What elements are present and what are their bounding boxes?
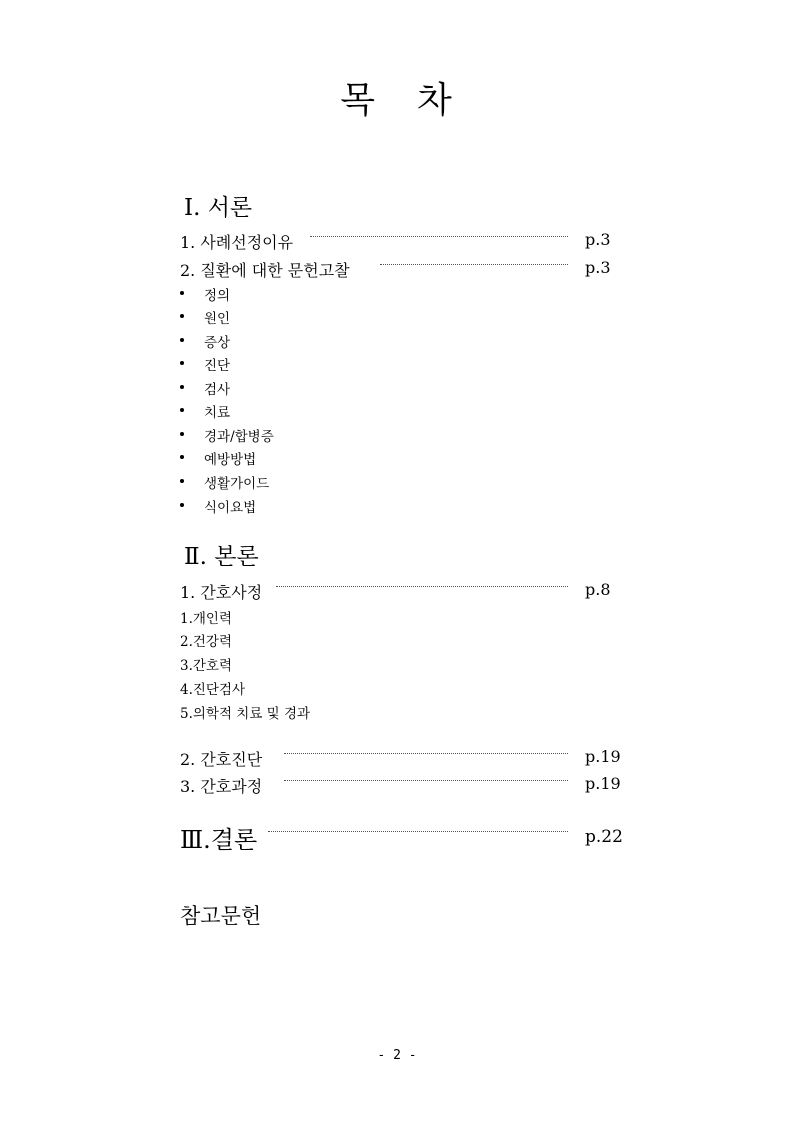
bullet-icon (180, 479, 184, 483)
bullet-item-diagnosis: 진단 (204, 358, 231, 374)
toc-title (0, 72, 794, 123)
bullet-item-life-guide: 생활가이드 (204, 476, 270, 492)
leader-dots (276, 586, 568, 587)
section-2-heading: Ⅱ. 본론 (184, 544, 259, 570)
page-number: p.8 (585, 580, 611, 599)
bullet-item-tests: 검사 (204, 382, 231, 398)
section-1-heading: Ⅰ. 서론 (184, 195, 253, 221)
bullet-item-symptoms: 증상 (204, 335, 231, 351)
toc-entry-case-selection[interactable]: 1. 사례선정이유 (180, 233, 294, 252)
bullet-icon (180, 408, 184, 412)
page-number: p.3 (585, 258, 611, 277)
subitem-nursing-history: 3.간호력 (180, 658, 233, 674)
bullet-item-cause: 원인 (204, 311, 231, 327)
page-number: p.3 (585, 230, 611, 249)
page-number: p.19 (585, 774, 621, 793)
page-number: p.22 (585, 827, 623, 847)
bullet-icon (180, 503, 184, 507)
subitem-medical-treatment: 5.의학적 치료 및 경과 (180, 706, 311, 722)
toc-entry-nursing-process[interactable]: 3. 간호과정 (180, 777, 263, 796)
bullet-icon (180, 361, 184, 365)
toc-title-char-1: 목 (340, 80, 377, 121)
bullet-icon (180, 385, 184, 389)
bullet-item-definition: 정의 (204, 288, 231, 304)
bullet-icon (180, 338, 184, 342)
bullet-item-prevention: 예방방법 (204, 452, 257, 468)
subitem-personal-history: 1.개인력 (180, 611, 233, 627)
bullet-icon (180, 314, 184, 318)
page-number: p.19 (585, 747, 621, 766)
page-footer: - 2 - (377, 1048, 417, 1063)
leader-dots (284, 780, 568, 781)
subitem-diagnostic-tests: 4.진단검사 (180, 682, 246, 698)
references-heading[interactable]: 참고문헌 (180, 904, 262, 928)
section-3-heading[interactable]: Ⅲ.결론 (180, 826, 258, 854)
bullet-icon (180, 291, 184, 295)
bullet-item-complications: 경과/합병증 (204, 429, 274, 445)
bullet-item-diet: 식이요법 (204, 500, 257, 516)
bullet-item-treatment: 치료 (204, 405, 231, 421)
leader-dots (268, 831, 568, 832)
leader-dots (284, 753, 568, 754)
bullet-icon (180, 455, 184, 459)
toc-entry-literature-review[interactable]: 2. 질환에 대한 문헌고찰 (180, 261, 350, 280)
toc-entry-nursing-diagnosis[interactable]: 2. 간호진단 (180, 750, 263, 769)
toc-title-char-2: 차 (417, 80, 454, 121)
subitem-health-history: 2.건강력 (180, 634, 233, 650)
bullet-icon (180, 432, 184, 436)
leader-dots (310, 236, 568, 237)
leader-dots (380, 264, 568, 265)
toc-entry-nursing-assessment[interactable]: 1. 간호사정 (180, 583, 263, 602)
